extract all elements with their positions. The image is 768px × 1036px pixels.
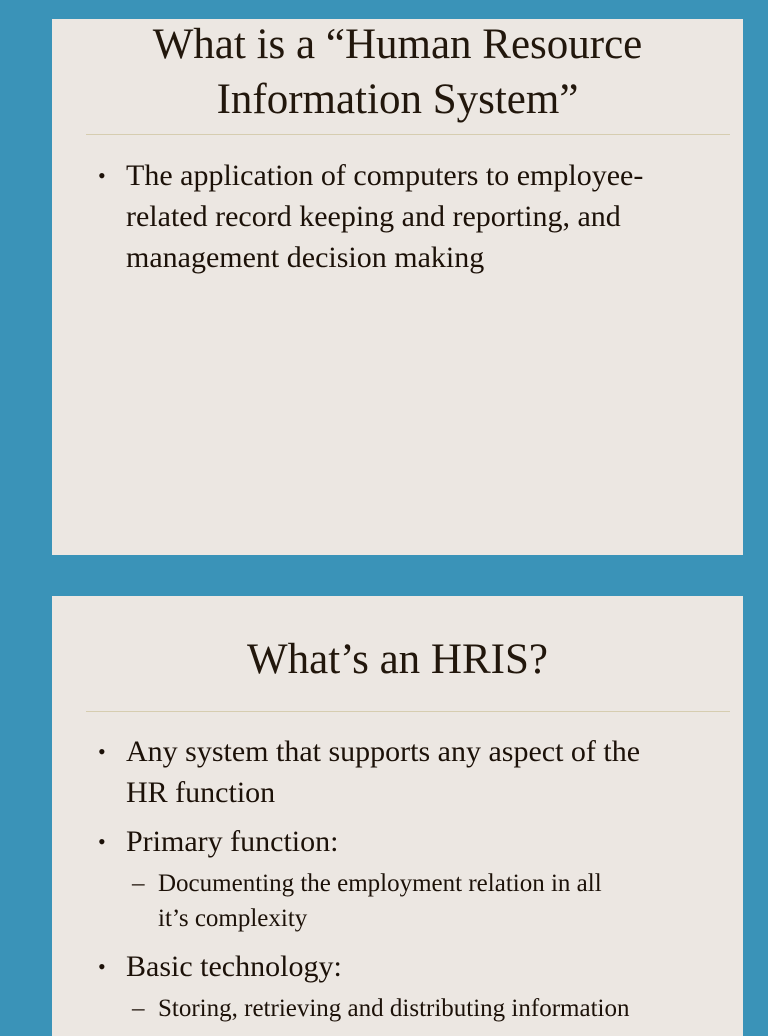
bullet-text-line: Any system that supports any aspect of the (126, 735, 641, 768)
bullet-text-line: HR function (126, 776, 276, 809)
sub-bullet-item (52, 991, 743, 1026)
bullet-text: Primary function: (126, 825, 339, 858)
bullet-dot-icon: • (98, 829, 106, 854)
bullet-text-line: related record keeping and reporting, and (126, 200, 621, 233)
bullet-text-line: The application of computers to employee- (126, 159, 644, 192)
dash-icon: – (132, 870, 145, 897)
slide-1-title-line-1: What is a “Human Resource (152, 21, 643, 68)
bullet-item (52, 946, 743, 987)
bullet-item (52, 731, 743, 813)
bullet-dot-icon: • (98, 954, 106, 979)
title-divider (86, 134, 730, 135)
bullet-text: Basic technology: (126, 950, 342, 983)
sub-bullet-text-line: Documenting the employment relation in all (158, 870, 602, 897)
bullet-dot-icon: • (98, 739, 106, 764)
sub-bullet-text-line: Storing, retrieving and distributing information (158, 995, 630, 1022)
slide-1 (52, 19, 743, 555)
bullet-item (52, 155, 743, 278)
slide-1-title-line-2: Information System” (216, 76, 579, 123)
slide-2 (52, 596, 743, 1036)
dash-icon: – (132, 995, 145, 1022)
bullet-item (52, 821, 743, 862)
slide-2-bullet-list (52, 731, 743, 1036)
slide-2-title: What’s an HRIS? (247, 636, 548, 683)
slide-1-bullet-list (52, 155, 743, 286)
bullet-dot-icon: • (98, 163, 106, 188)
slide-1-title (52, 19, 743, 127)
sub-bullet-text-line: it’s complexity (158, 905, 308, 932)
bullet-text-line: management decision making (126, 241, 485, 274)
sub-bullet-item (52, 866, 743, 936)
title-divider (86, 711, 730, 712)
